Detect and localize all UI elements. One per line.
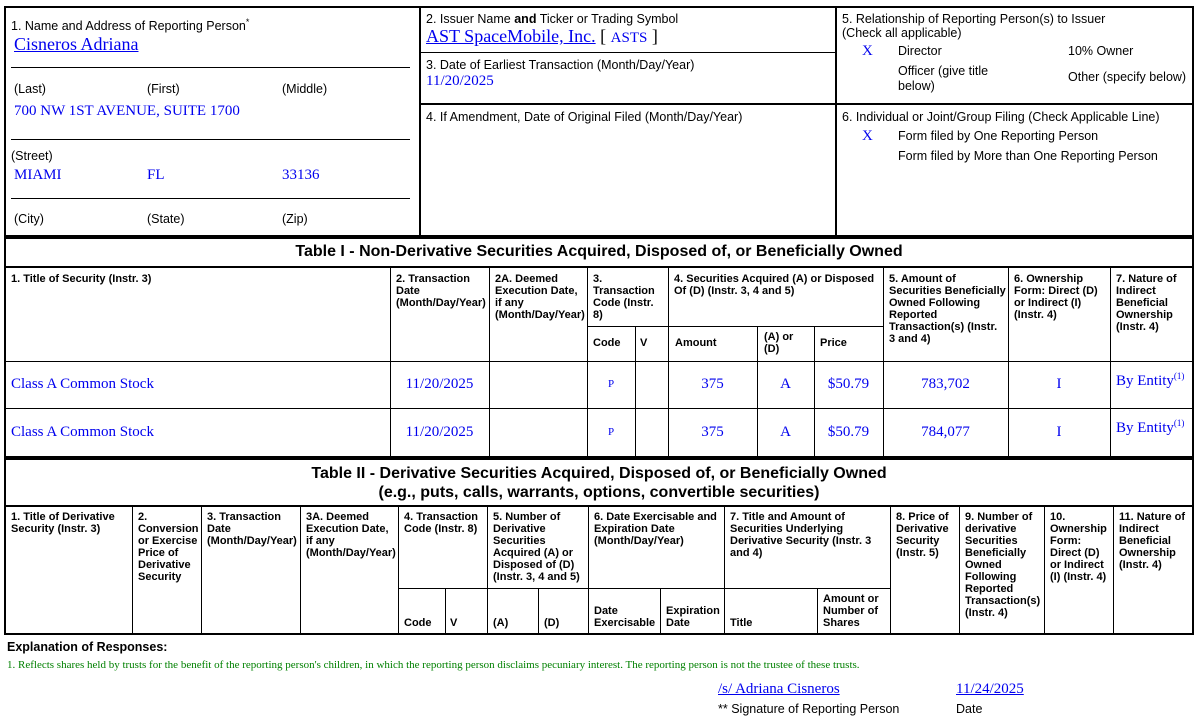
t1-h5: 5. Amount of Securities Beneficially Owned Following Reported Transaction(s) (Instr. 3 and 4) — [889, 273, 1006, 345]
owner10-label: 10% Owner — [1068, 44, 1134, 58]
signature-link[interactable]: /s/ Adriana Cisneros — [718, 681, 840, 697]
box6-label: 6. Individual or Joint/Group Filing (Check Applicable Line) — [842, 110, 1160, 124]
t2-title: Title — [730, 617, 753, 629]
earliest-transaction-date: 11/20/2025 — [426, 73, 494, 89]
t2-h9: 9. Number of derivative Securities Beneficially Owned Following Reported Transaction(s) (Instr. 4) — [965, 511, 1041, 619]
acquired-disposed: A — [780, 376, 791, 392]
t2-h2: 2. Conversion or Exercise Price of Derivative Security — [138, 511, 199, 583]
t2-d: (D) — [544, 617, 560, 629]
t2-code: Code — [404, 617, 432, 629]
t2-a: (A) — [493, 617, 509, 629]
signature-date[interactable]: 11/24/2025 — [956, 681, 1024, 697]
street-value: 700 NW 1ST AVENUE, SUITE 1700 — [14, 103, 240, 119]
city-label: (City) — [14, 212, 44, 226]
director-mark: X — [862, 43, 873, 59]
t1-amount: Amount — [675, 337, 717, 349]
date-label: Date — [956, 702, 983, 716]
signature-label: ** Signature of Reporting Person — [718, 702, 900, 716]
filing-mark: X — [862, 128, 873, 144]
box3-label: 3. Date of Earliest Transaction (Month/Day/Year) — [426, 58, 695, 72]
filing-more-label: Form filed by More than One Reporting Person — [898, 149, 1158, 163]
city-value: MIAMI — [14, 167, 62, 183]
other-label: Other (specify below) — [1068, 70, 1187, 84]
t1-v: V — [640, 337, 648, 349]
last-label: (Last) — [14, 82, 46, 96]
state-label: (State) — [147, 212, 185, 226]
transaction-date: 11/20/2025 — [405, 424, 474, 440]
transaction-date: 11/20/2025 — [405, 376, 474, 392]
middle-label: (Middle) — [282, 82, 328, 96]
box1-label: 1. Name and Address of Reporting Person* — [11, 17, 250, 34]
t2-h1: 1. Title of Derivative Security (Instr. 3) — [11, 511, 115, 535]
explanation-heading: Explanation of Responses: — [7, 640, 168, 654]
t2-date-ex: Date Exercisable — [594, 605, 656, 629]
box4-label: 4. If Amendment, Date of Original Filed (Month/Day/Year) — [426, 110, 743, 124]
security-title-link[interactable]: Class A Common Stock — [11, 376, 154, 392]
street-label: (Street) — [11, 149, 53, 163]
table2-title: Table II - Derivative Securities Acquired, Disposed of, or Beneficially Owned (e.g., puts, calls, warrants, options, convertible securities) — [311, 465, 887, 501]
t1-h2a: 2A. Deemed Execution Date, if any (Month/Day/Year) — [495, 273, 585, 321]
price: $50.79 — [827, 424, 870, 440]
owned-following: 783,702 — [921, 376, 970, 392]
issuer-line: AST SpaceMobile, Inc. [ ASTS ] — [426, 26, 658, 46]
nature-of-ownership: By Entity$^{(1)}$ — [1116, 418, 1185, 436]
t2-h10: 10. Ownership Form: Direct (D) or Indirect (I) (Instr. 4) — [1050, 511, 1107, 583]
t1-aord: (A) or (D) — [764, 331, 794, 355]
officer-label: Officer (give title below) — [898, 64, 989, 93]
box5-label: 5. Relationship of Reporting Person(s) to Issuer — [842, 12, 1106, 26]
t2-v: V — [450, 617, 458, 629]
t2-h11: 11. Nature of Indirect Beneficial Ownership (Instr. 4) — [1119, 511, 1186, 571]
t2-h6: 6. Date Exercisable and Expiration Date (Month/Day/Year) — [594, 511, 717, 547]
transaction-code: P — [607, 426, 615, 438]
zip-label: (Zip) — [282, 212, 308, 226]
t2-exp: Expiration Date — [666, 605, 720, 629]
footnote-1: 1. Reflects shares held by trusts for the benefit of the reporting person's children, in which the reporting person disclaims pecuniary interest. The reporting person is not the trustee of these trusts. — [7, 659, 860, 671]
t1-h3: 3. Transaction Code (Instr. 8) — [593, 273, 655, 321]
first-label: (First) — [147, 82, 180, 96]
filing-one-label: Form filed by One Reporting Person — [898, 129, 1099, 143]
t1-h7: 7. Nature of Indirect Beneficial Ownership (Instr. 4) — [1116, 273, 1177, 333]
box2-label: 2. Issuer Name and Ticker or Trading Symbol — [426, 12, 679, 26]
t2-amount-shares: Amount or Number of Shares — [823, 593, 879, 629]
t1-h2: 2. Transaction Date (Month/Day/Year) — [396, 273, 486, 309]
ticker: ASTS — [610, 30, 648, 46]
t2-h3a: 3A. Deemed Execution Date, if any (Month/Day/Year) — [306, 511, 396, 559]
price: $50.79 — [827, 376, 870, 392]
owned-following: 784,077 — [921, 424, 970, 440]
director-label: Director — [898, 44, 942, 58]
transaction-code: P — [607, 378, 615, 390]
t2-h8: 8. Price of Derivative Security (Instr. 5) — [896, 511, 949, 559]
acquired-disposed: A — [780, 424, 791, 440]
amount: 375 — [701, 424, 724, 440]
t2-h3: 3. Transaction Date (Month/Day/Year) — [207, 511, 297, 547]
t1-code: Code — [593, 337, 621, 349]
t1-h4: 4. Securities Acquired (A) or Disposed Of (D) (Instr. 3, 4 and 5) — [674, 273, 875, 297]
t1-h6: 6. Ownership Form: Direct (D) or Indirect (I) (Instr. 4) — [1014, 273, 1098, 321]
reporting-person-name[interactable]: Cisneros Adriana — [14, 34, 139, 54]
t1-h1: 1. Title of Security (Instr. 3) — [11, 273, 152, 285]
t2-h7: 7. Title and Amount of Securities Underlying Derivative Security (Instr. 3 and 4) — [730, 511, 872, 559]
ownership-form: I — [1056, 376, 1062, 392]
box5-sub: (Check all applicable) — [842, 26, 962, 40]
amount: 375 — [701, 376, 724, 392]
t2-h4: 4. Transaction Code (Instr. 8) — [404, 511, 478, 535]
zip-value: 33136 — [282, 167, 320, 183]
t1-price: Price — [820, 337, 847, 349]
state-value: FL — [147, 167, 165, 183]
t2-h5: 5. Number of Derivative Securities Acquired (A) or Disposed of (D) (Instr. 3, 4 and 5) — [493, 511, 580, 583]
ownership-form: I — [1056, 424, 1062, 440]
security-title-link[interactable]: Class A Common Stock — [11, 424, 154, 440]
nature-of-ownership: By Entity$^{(1)}$ — [1116, 371, 1185, 389]
issuer-link[interactable]: AST SpaceMobile, Inc. — [426, 26, 596, 46]
table1-title: Table I - Non-Derivative Securities Acquired, Disposed of, or Beneficially Owned — [295, 243, 903, 260]
